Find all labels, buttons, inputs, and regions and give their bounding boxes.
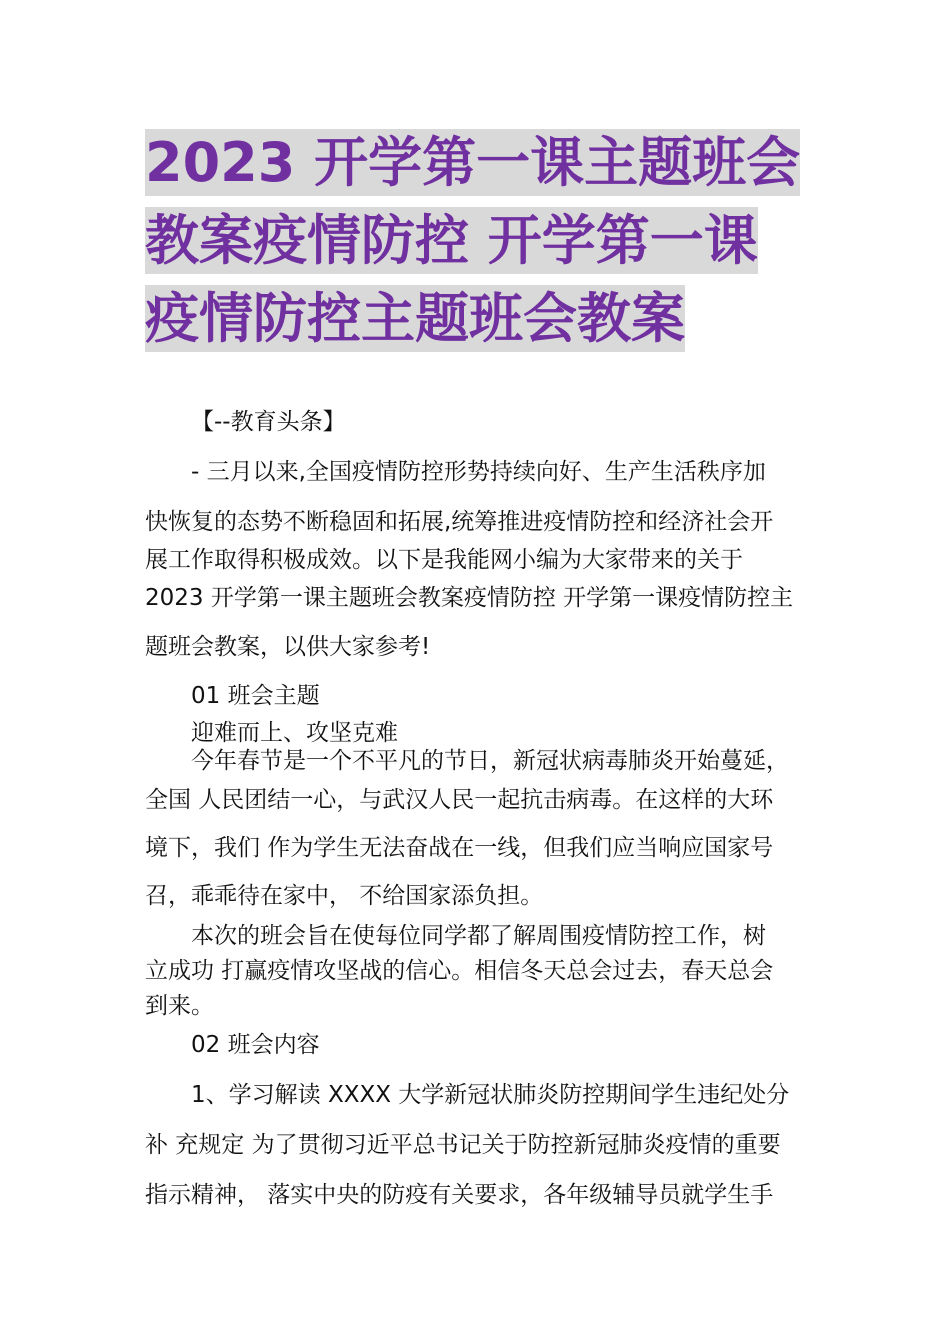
intro-line-5: 题班会教案，以供大家参考! bbox=[145, 634, 431, 660]
source-tag: 【--教育头条】 bbox=[191, 409, 346, 435]
title-line-3: 疫情防控主题班会教案 bbox=[145, 287, 685, 350]
theme-para2-line-1: 本次的班会旨在使每位同学都了解周围疫情防控工作，树 bbox=[191, 923, 766, 949]
theme-para1-line-2: 全国 人民团结一心，与武汉人民一起抗击病毒。在这样的大环 bbox=[145, 787, 774, 813]
intro-line-2: 快恢复的态势不断稳固和拓展,统筹推进疫情防控和经济社会开 bbox=[145, 509, 774, 535]
content-para1-line-2: 补 充规定 为了贯彻习近平总书记关于防控新冠肺炎疫情的重要 bbox=[145, 1132, 781, 1158]
content-para1-line-1: 1、学习解读 XXXX 大学新冠状肺炎防控期间学生违纪处分 bbox=[191, 1082, 790, 1108]
content-para1-line-3: 指示精神， 落实中央的防疫有关要求，各年级辅导员就学生手 bbox=[145, 1182, 774, 1208]
title-line-2: 教案疫情防控 开学第一课 bbox=[145, 209, 758, 272]
theme-para2-line-3: 到来。 bbox=[145, 993, 214, 1019]
section-heading-theme: 01 班会主题 bbox=[191, 683, 320, 709]
intro-line-4: 2023 开学第一课主题班会教案疫情防控 开学第一课疫情防控主 bbox=[145, 585, 794, 611]
theme-para1-line-3: 境下，我们 作为学生无法奋战在一线，但我们应当响应国家号 bbox=[145, 835, 774, 861]
section-heading-content: 02 班会内容 bbox=[191, 1032, 320, 1058]
theme-para2-line-2: 立成功 打赢疫情攻坚战的信心。相信冬天总会过去，春天总会 bbox=[145, 958, 774, 984]
intro-line-1: - 三月以来,全国疫情防控形势持续向好、生产生活秩序加 bbox=[191, 459, 766, 485]
title-line-1: 2023 开学第一课主题班会 bbox=[145, 131, 801, 194]
section-subtitle: 迎难而上、攻坚克难 bbox=[191, 720, 398, 746]
theme-para1-line-1: 今年春节是一个不平凡的节日，新冠状病毒肺炎开始蔓延， bbox=[191, 748, 789, 774]
theme-para1-line-4: 召，乖乖待在家中， 不给国家添负担。 bbox=[145, 883, 544, 909]
document-title bbox=[145, 130, 815, 364]
intro-line-3: 展工作取得积极成效。以下是我能网小编为大家带来的关于 bbox=[145, 547, 743, 573]
